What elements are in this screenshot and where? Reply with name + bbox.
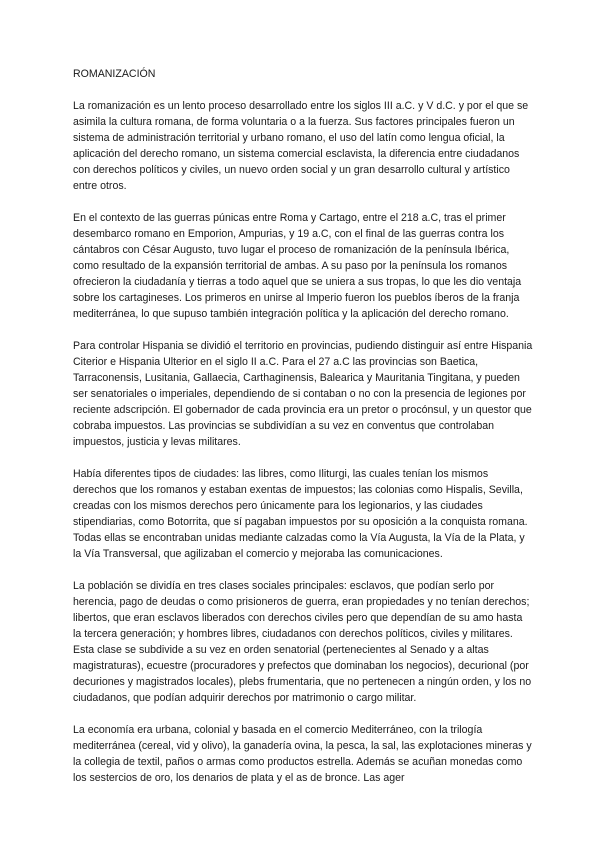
paragraph-provinces: Para controlar Hispania se dividió el territorio en provincias, pudiendo distinguir así entre Hispania Citerior e Hispania Ulterior en el siglo II a.C. Para el 27 a.C las provincias son Baetica, Tarraconensis, Lusitania, Gallaecia, Carthaginensis, Balearica y Mauritania Tingitana, y pueden ser senatoriales o imperiales, dependiendo de si contaban o no con la presencia de legiones por reciente adscripción. El gobernador de cada provincia era un pretor o procónsul, y un questor que cobraba impuestos. Las provincias se subdividían a su vez en conventus que controlaban impuestos, justicia y levas militares. — [73, 340, 533, 448]
paragraph-cities: Había diferentes tipos de ciudades: las libres, como Iliturgi, las cuales tenían los mismos derechos que los romanos y estaban exentas de impuestos; las colonias como Hispalis, Sevilla, creadas con los mismos derechos pero únicamente para los legionarios, y las ciudades stipendiarias, como Botorrita, que sí pagaban impuestos por su oposición a la conquista romana. Todas ellas se encontraban unidas mediante calzadas como la Vía Augusta, la Vía de la Plata, y la Vía Transversal, que agilizaban el comercio y mejoraba las comunicaciones. — [73, 468, 528, 560]
document-page — [73, 66, 533, 802]
paragraph-society: La población se dividía en tres clases sociales principales: esclavos, que podían serlo por herencia, pago de deudas o como prisioneros de guerra, eran propiedades y no tenían derechos; libertos, que eran esclavos liberados con derechos civiles pero que dependían de su amo hasta la tercera generación; y hombres libres, ciudadanos con derechos políticos, civiles y militares. Esta clase se subdivide a su vez en orden senatorial (pertenecientes al Senado y a altas magistraturas), ecuestre (procuradores y prefectos que dominaban los negocios), decurional (por decuriones y magistrados locales), plebs frumentaria, que no pertenecen a ningún orden, y los no ciudadanos, que podían adquirir derechos por matrimonio o cargo militar. — [73, 580, 532, 704]
document-title: ROMANIZACIÓN — [73, 68, 156, 80]
paragraph-context: En el contexto de las guerras púnicas entre Roma y Cartago, entre el 218 a.C, tras el primer desembarco romano en Emporion, Ampurias, y 19 a.C, con el final de las guerras contra los cántabros con César Augusto, tuvo lugar el proceso de romanización de la península Ibérica, como resultado de la expansión territorial de ambas. A su paso por la península los romanos ofrecieron la ciudadanía y tierras a todo aquel que se uniera a sus tropas, lo que les dio ventaja sobre los cartagineses. Los primeros en unirse al Imperio fueron los pueblos íberos de la franja mediterránea, lo que supuso también integración política y la aplicación del derecho romano. — [73, 212, 522, 320]
paragraph-economy: La economía era urbana, colonial y basada en el comercio Mediterráneo, con la trilogía mediterránea (cereal, vid y olivo), la ganadería ovina, la pesca, la sal, las explotaciones mineras y la collegia de textil, paños o armas como productos estrella. Además se acuñan monedas como los sestercios de oro, los denarios de plata y el as de bronce. Las ager — [73, 724, 532, 784]
paragraph-definition: La romanización es un lento proceso desarrollado entre los siglos III a.C. y V d.C. y por el que se asimila la cultura romana, de forma voluntaria o a la fuerza. Sus factores principales fueron un sistema de administración territorial y urbano romano, el uso del latín como lengua oficial, la aplicación del derecho romano, un sistema comercial esclavista, la diferencia entre ciudadanos con derechos políticos y civiles, un nuevo orden social y un gran desarrollo cultural y artístico entre otros. — [73, 100, 529, 192]
